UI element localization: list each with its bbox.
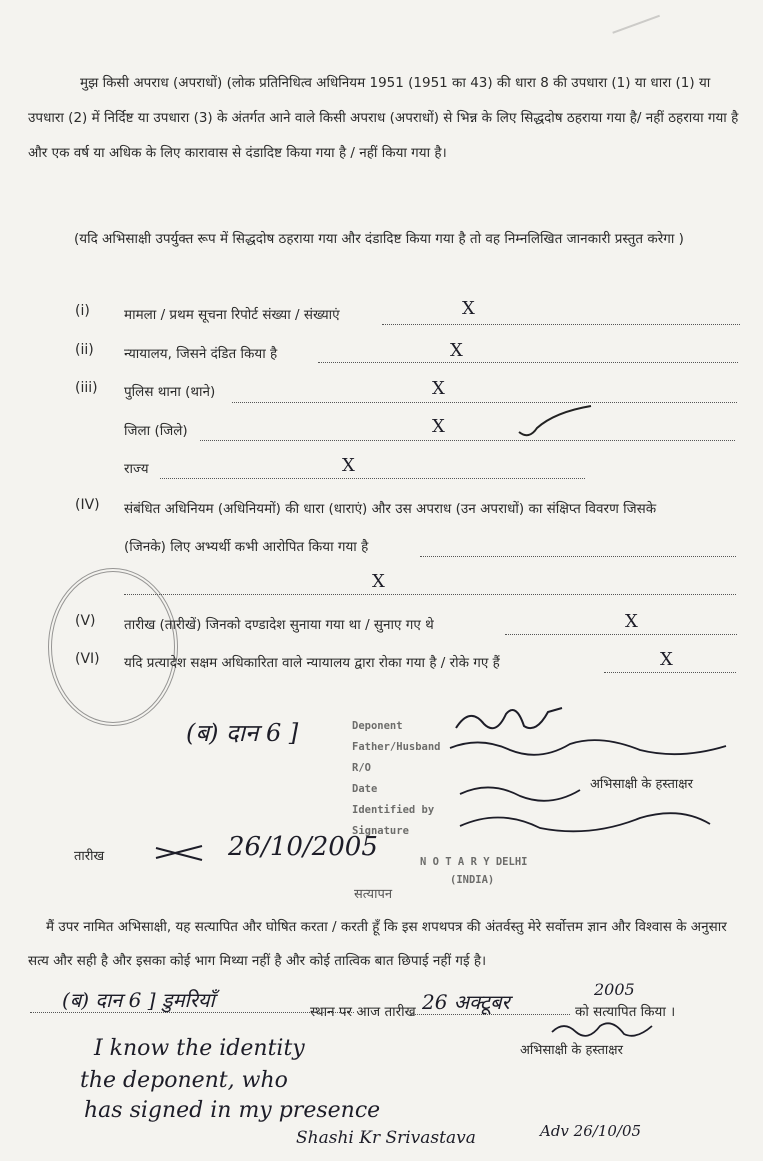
conditional-paragraph: (यदि अभिसाक्षी उपर्युक्त रूप में सिद्धदोष ठहराया गया और दंडादिष्ट किया गया है तो वह निम्नलिखित जानकारी प्रस्तुत करेगा ) [74, 231, 684, 247]
verification-signature-label: अभिसाक्षी के हस्ताक्षर [520, 1043, 623, 1058]
date-handwritten: 26/10/2005 [228, 832, 378, 862]
notary-stamp-line: Father/Husband [352, 741, 441, 753]
item-v-line [505, 634, 737, 635]
deponent-name-handwritten: (ब) दान 6 ] [186, 719, 299, 747]
item-vi-answer: X [660, 649, 673, 670]
signature-label: अभिसाक्षी के हस्ताक्षर [590, 777, 693, 792]
attestation-line-2: the deponent, who [80, 1068, 288, 1093]
item-iii-number: (iii) [75, 380, 98, 396]
deponent-signature-2 [548, 1016, 658, 1042]
verification-date-handwritten: 26 अक्टूबर [422, 990, 510, 1014]
item-i-number: (i) [75, 303, 90, 319]
declaration-paragraph: मुझ किसी अपराध (अपराधों) (लोक प्रतिनिधित्व अधिनियम 1951 (1951 का 43) की धारा 8 की उपधारा (1) या धारा (1) या उपधारा (2) में निर्दिष्ट या उपधारा (3) के अंतर्गत आने वाले किसी अपराध (अपराधों) से भिन्न के लिए सिद्धदोष ठहराया गया है/ नहीं ठहराया गया है और एक वर्ष या अधिक के लिए कारावास से दंडादिष्ट किया गया है / नहीं किया गया है। [28, 75, 739, 161]
notary-stamp-line: Signature [352, 825, 409, 837]
item-iv-number: (IV) [75, 497, 100, 513]
item-vi-label: यदि प्रत्यादेश सक्षम अधिकारिता वाले न्यायालय द्वारा रोका गया है / रोके गए हैं [124, 655, 500, 671]
item-ii-answer: X [450, 340, 463, 361]
item-v-label: तारीख (तारीखें) जिनको दण्डादेश सुनाया गया था / सुनाए गए थे [124, 617, 434, 633]
item-iii-district-label: जिला (जिले) [124, 423, 188, 439]
verification-text: मैं उपर नामित अभिसाक्षी, यह सत्यापित और घोषित करता / करती हूँ कि इस शपथपत्र की अंतर्वस्तु मेरे सर्वोत्तम ज्ञान और विश्वास के अनुसार सत्य और सही है और इसका कोई भाग मिथ्या नहीं है और कोई तात्विक बात छिपाई नहीं गई है। [28, 919, 727, 969]
item-iii-state-line [160, 478, 585, 479]
corner-mark [612, 15, 673, 72]
item-iv-answer: X [372, 571, 385, 592]
item-iii-state-label: राज्य [124, 461, 149, 477]
item-ii-label: न्यायालय, जिसने दंडित किया है [124, 346, 278, 362]
notary-stamp-line: Identified by [352, 804, 435, 816]
place-handwritten: (ब) दान 6 ] डुमरियाँ [62, 988, 215, 1012]
verification-year-handwritten: 2005 [594, 980, 635, 999]
verification-heading: सत्यापन [354, 887, 393, 902]
item-iii-state-answer: X [342, 455, 355, 476]
notary-stamp-bottom-1: N O T A R Y DELHI [420, 856, 528, 868]
struck-date [152, 838, 208, 868]
notary-stamp-line: Deponent [352, 720, 403, 732]
notary-stamp-line: Date [352, 783, 378, 795]
item-vi-number: (VI) [75, 651, 100, 667]
item-iv-line2 [124, 594, 736, 595]
item-v-answer: X [625, 611, 638, 632]
attestation-line-4: Shashi Kr Srivastava [296, 1128, 476, 1148]
item-iii-police-answer: X [432, 378, 445, 399]
item-iii-police-line [232, 402, 737, 403]
attestation-line-1: I know the identity [94, 1036, 305, 1061]
item-i-label: मामला / प्रथम सूचना रिपोर्ट संख्या / संख्याएं [124, 307, 340, 323]
item-v-number: (V) [75, 613, 96, 629]
notary-stamp-bottom-2: (INDIA) [450, 874, 495, 886]
item-iii-district-line [200, 440, 735, 441]
place-suffix: स्थान पर आज तारीख [310, 1004, 416, 1020]
item-ii-line [318, 362, 738, 363]
notary-stamp-line: R/O [352, 762, 371, 774]
item-ii-number: (ii) [75, 342, 94, 358]
verification-closing: को सत्यापित किया । [575, 1004, 676, 1020]
item-vi-line [604, 672, 736, 673]
item-i-answer: X [462, 298, 475, 319]
item-iv-line1 [420, 556, 736, 557]
item-iv-label-line1: संबंधित अधिनियम (अधिनियमों) की धारा (धाराएं) और उस अपराध (उन अपराधों) का संक्षिप्त विवरण जिसके [124, 501, 657, 517]
item-iv-label-line2: (जिनके) लिए अभ्यर्थी कभी आरोपित किया गया है [124, 539, 369, 555]
date-label: तारीख [74, 849, 105, 864]
attestation-line-4-suffix: Adv 26/10/05 [540, 1122, 642, 1140]
item-iii-police-label: पुलिस थाना (थाने) [124, 384, 216, 400]
tick-mark [515, 402, 595, 442]
round-seal-stamp [48, 568, 178, 726]
item-iii-district-answer: X [432, 416, 445, 437]
attestation-line-3: has signed in my presence [84, 1098, 381, 1123]
item-i-line [382, 324, 740, 325]
